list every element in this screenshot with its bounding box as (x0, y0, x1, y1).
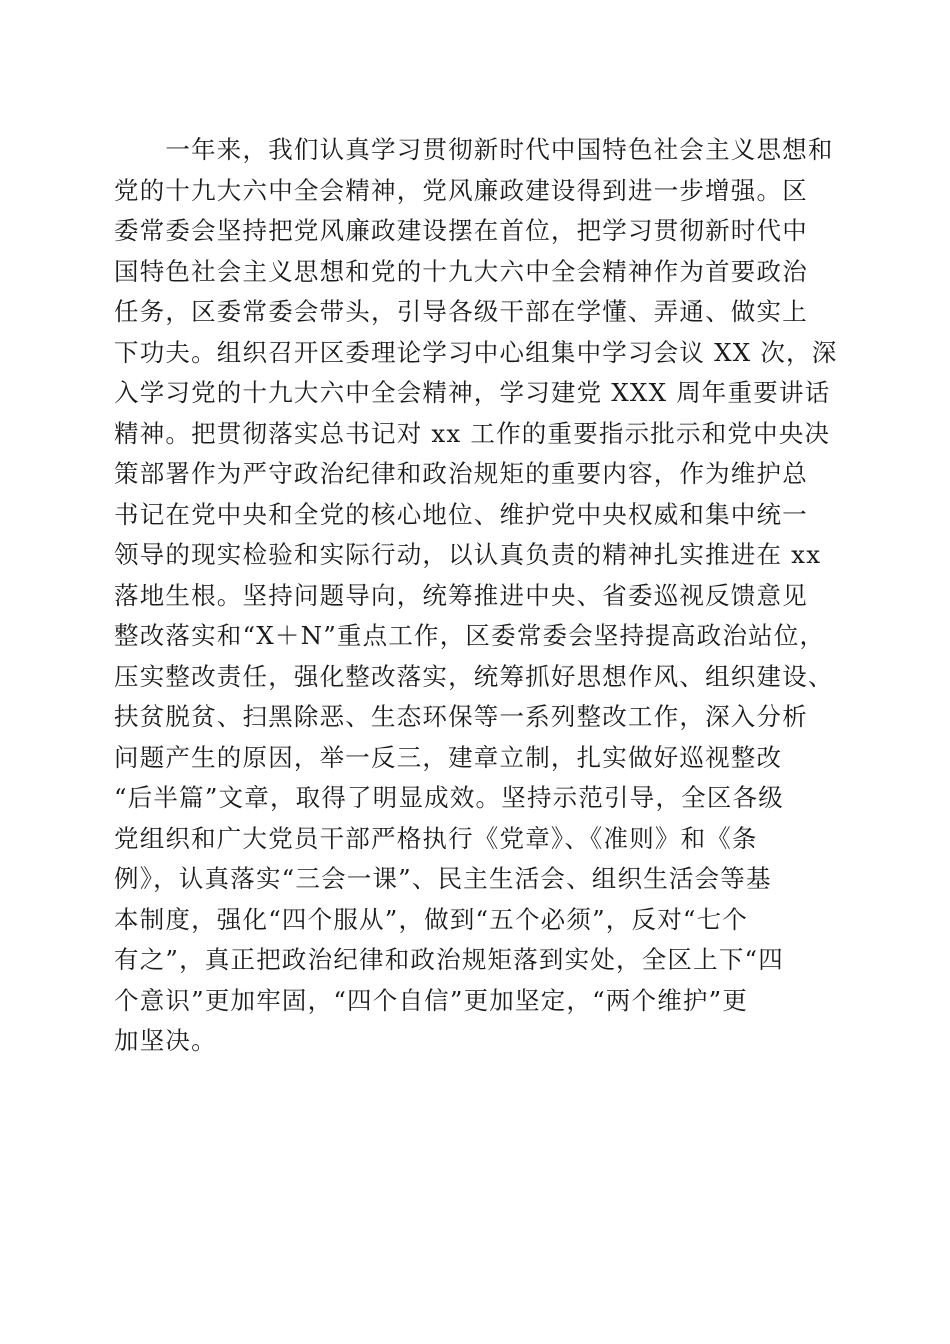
paragraph-line: 精神。把贯彻落实总书记对 xx 工作的重要指示批示和党中央决 (114, 418, 831, 448)
paragraph-line: 落地生根。坚持问题导向，统筹推进中央、省委巡视反馈意见 (114, 580, 808, 610)
paragraph-line: 加坚决。 (114, 1026, 217, 1055)
paragraph-line: 本制度，强化“四个服从”，做到“五个必须”，反对“七个 (114, 904, 749, 934)
paragraph-line: 策部署作为严守政治纪律和政治规矩的重要内容，作为维护总 (114, 459, 808, 488)
paragraph-line: 党的十九大六中全会精神，党风廉政建设得到进一步增强。区 (114, 175, 808, 205)
paragraph-line: 个意识”更加牢固，“四个自信”更加坚定，“两个维护”更 (114, 985, 749, 1015)
paragraph-line: 书记在党中央和全党的核心地位、维护党中央权威和集中统一 (114, 499, 808, 529)
paragraph-line: 领导的现实检验和实际行动，以认真负责的精神扎实推进在 xx (114, 540, 822, 569)
paragraph-line: 入学习党的十九大六中全会精神，学习建党 XXX 周年重要讲话 (114, 378, 831, 407)
paragraph-line: 问题产生的原因，举一反三，建章立制，扎实做好巡视整改 (114, 742, 783, 772)
paragraph-line: 扶贫脱贫、扫黑除恶、生态环保等一系列整改工作，深入分析 (114, 702, 808, 731)
paragraph-line: 压实整改责任，强化整改落实，统筹抓好思想作风、组织建设、 (114, 661, 834, 691)
paragraph-line: 整改落实和“X＋N”重点工作，区委常委会坚持提高政治站位， (114, 621, 826, 650)
paragraph-line: 一年来，我们认真学习贯彻新时代中国特色社会主义思想和 (114, 135, 834, 164)
paragraph-line: 下功夫。组织召开区委理论学习中心组集中学习会议 XX 次，深 (114, 337, 838, 367)
body-paragraph (114, 130, 838, 1062)
paragraph-line: 国特色社会主义思想和党的十九大六中全会精神作为首要政治 (114, 256, 808, 286)
paragraph-line: “后半篇”文章，取得了明显成效。坚持示范引导，全区各级 (114, 783, 784, 812)
paragraph-line: 任务，区委常委会带头，引导各级干部在学懂、弄通、做实上 (114, 297, 808, 326)
paragraph-line: 党组织和广大党员干部严格执行《党章》、《准则》和《条 (114, 823, 758, 853)
paragraph-line: 例》，认真落实“三会一课”、民主生活会、组织生活会等基 (114, 864, 772, 893)
paragraph-line: 有之”，真正把政治纪律和政治规矩落到实处，全区上下“四 (114, 945, 784, 974)
paragraph-line: 委常委会坚持把党风廉政建设摆在首位，把学习贯彻新时代中 (114, 216, 808, 245)
